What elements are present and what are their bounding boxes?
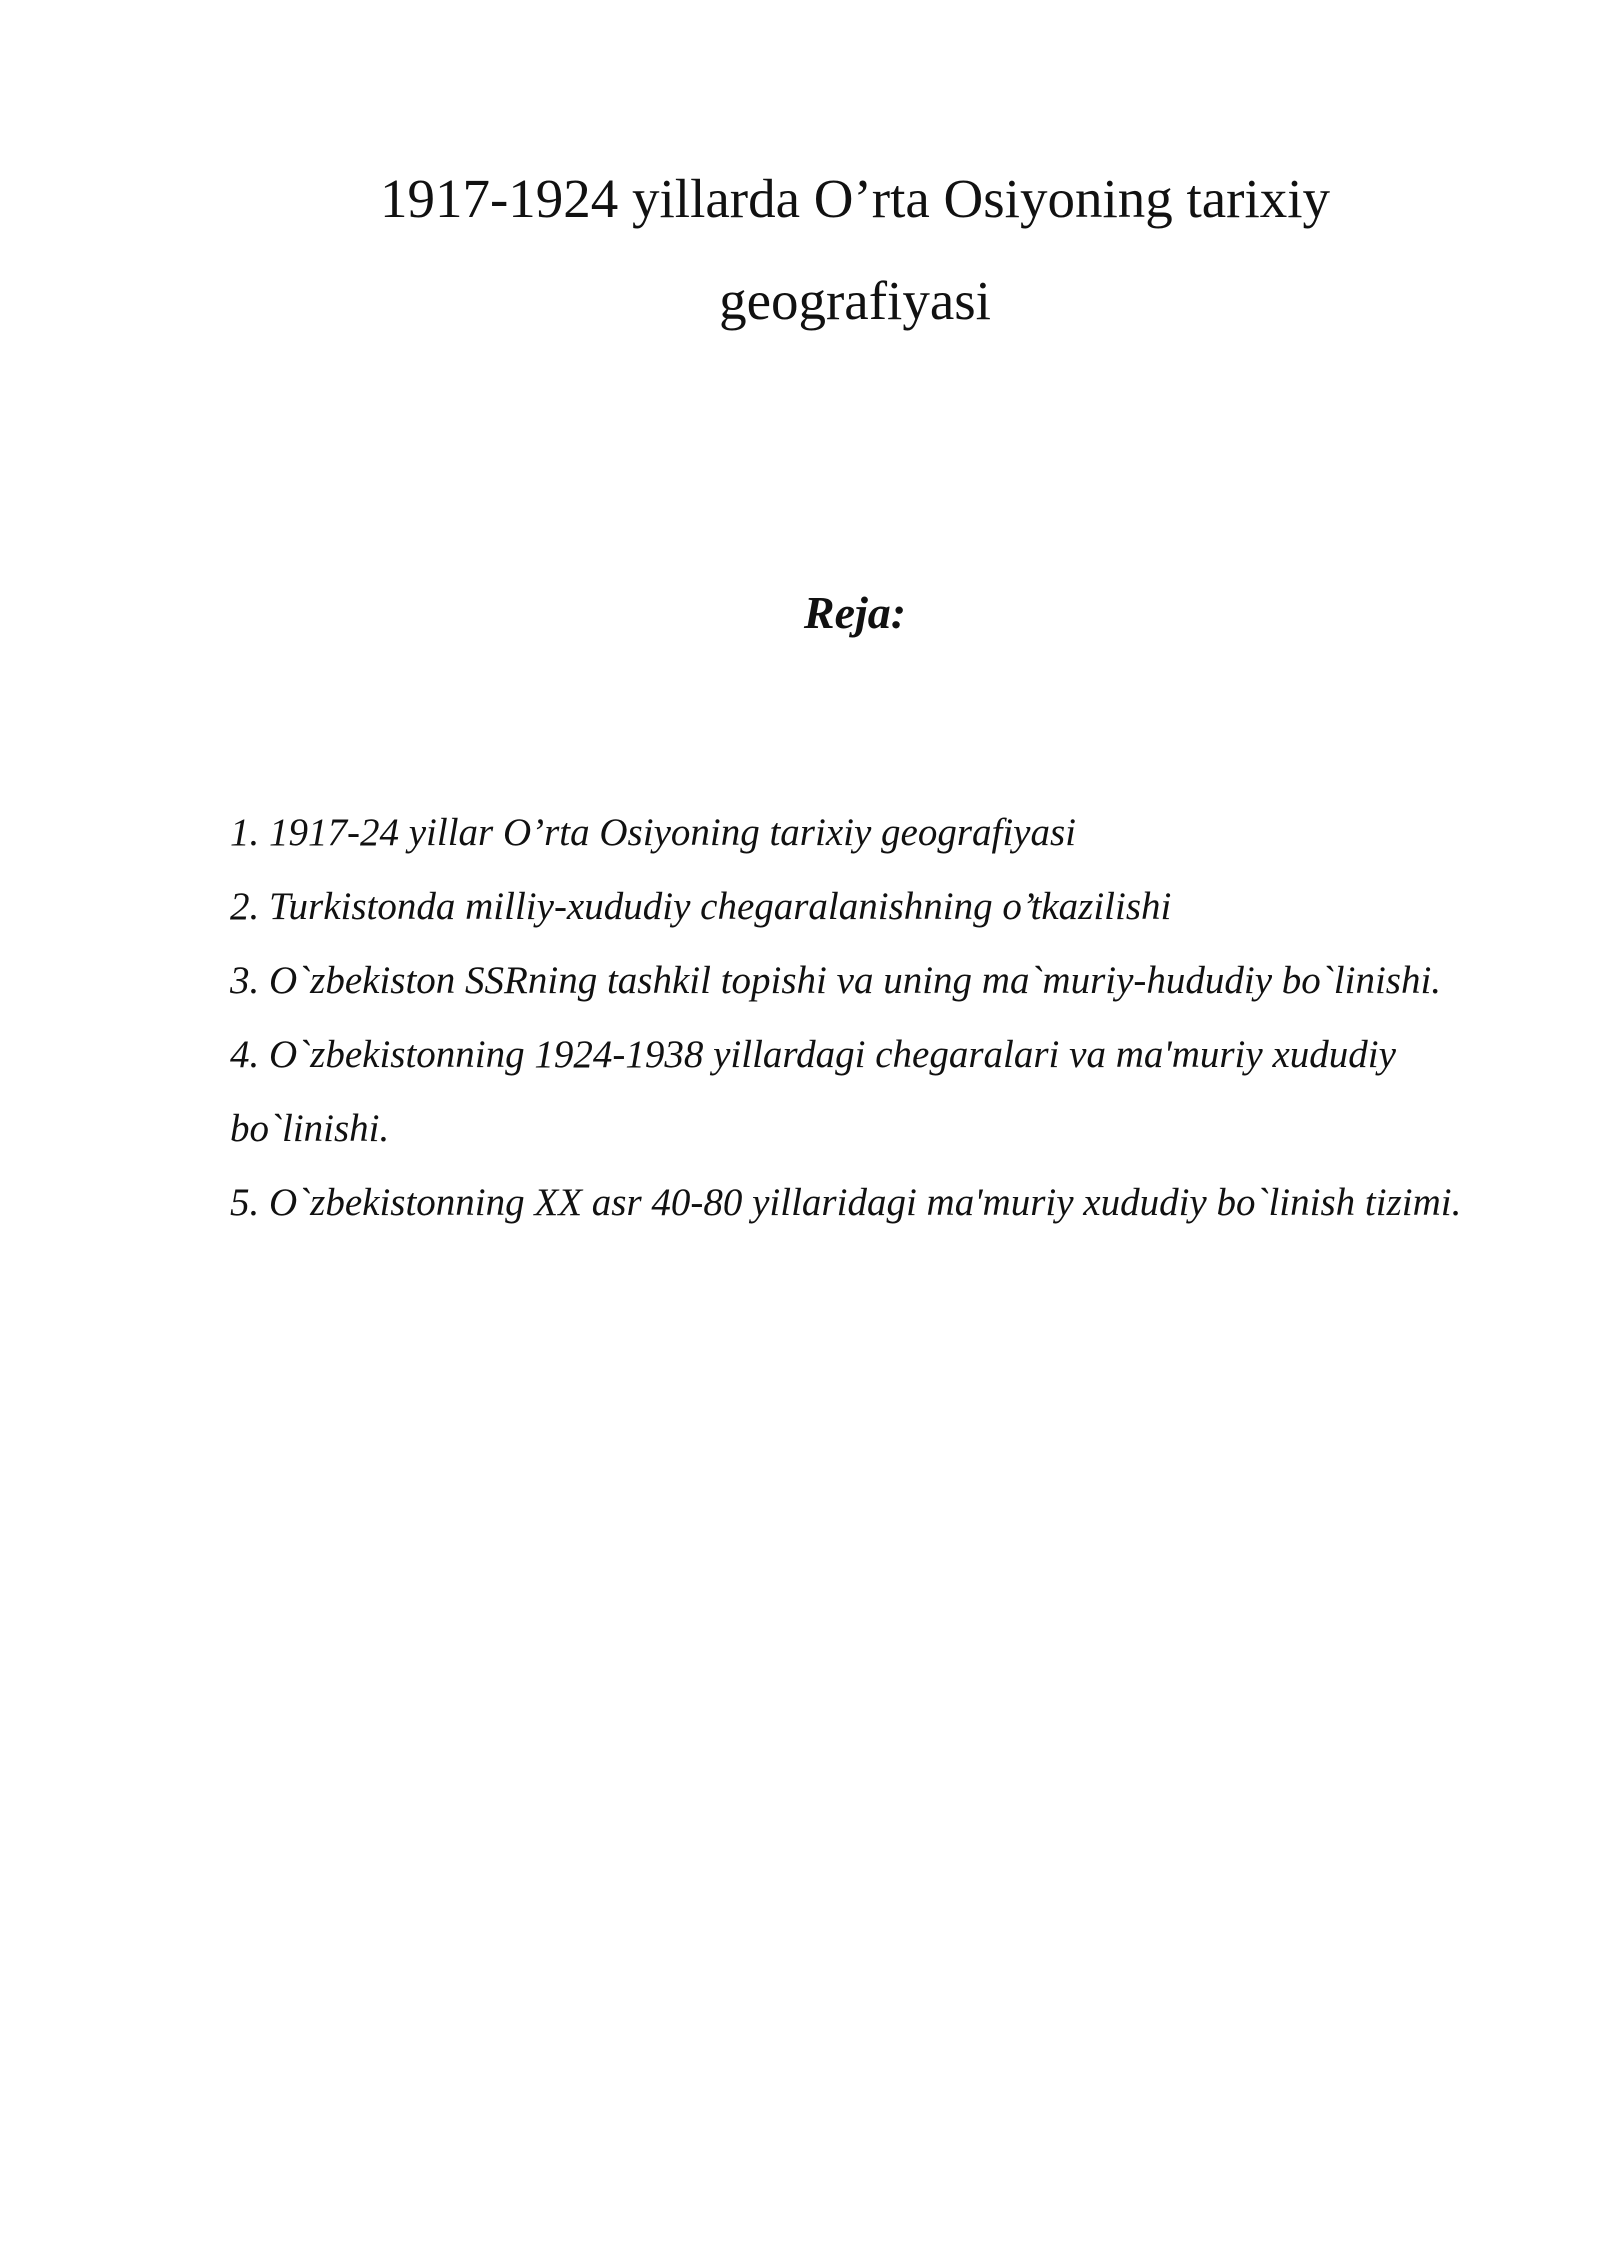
plan-item-2: 2. Turkistonda milliy-xududiy chegaralanishning o’tkazilishi	[230, 885, 1172, 928]
plan-item-3: 3. O`zbekiston SSRning tashkil topishi va uning ma`muriy-hududiy bo`linishi.	[230, 959, 1442, 1002]
plan-heading: Reja:	[803, 587, 907, 638]
plan-list	[230, 796, 1480, 1240]
plan-item-4: 4. O`zbekistonning 1924-1938 yillardagi chegaralari va ma'muriy xududiy bo`linishi.	[230, 1033, 1396, 1150]
plan-item-1: 1. 1917-24 yillar O’rta Osiyoning tarixiy geografiyasi	[230, 811, 1077, 854]
plan-item-5: 5. O`zbekistonning XX asr 40-80 yillaridagi ma'muriy xududiy bo`linish tizimi.	[230, 1181, 1462, 1224]
document-title: 1917-1924 yillarda O’rta Osiyoning tarixiy geografiyasi	[379, 168, 1331, 331]
